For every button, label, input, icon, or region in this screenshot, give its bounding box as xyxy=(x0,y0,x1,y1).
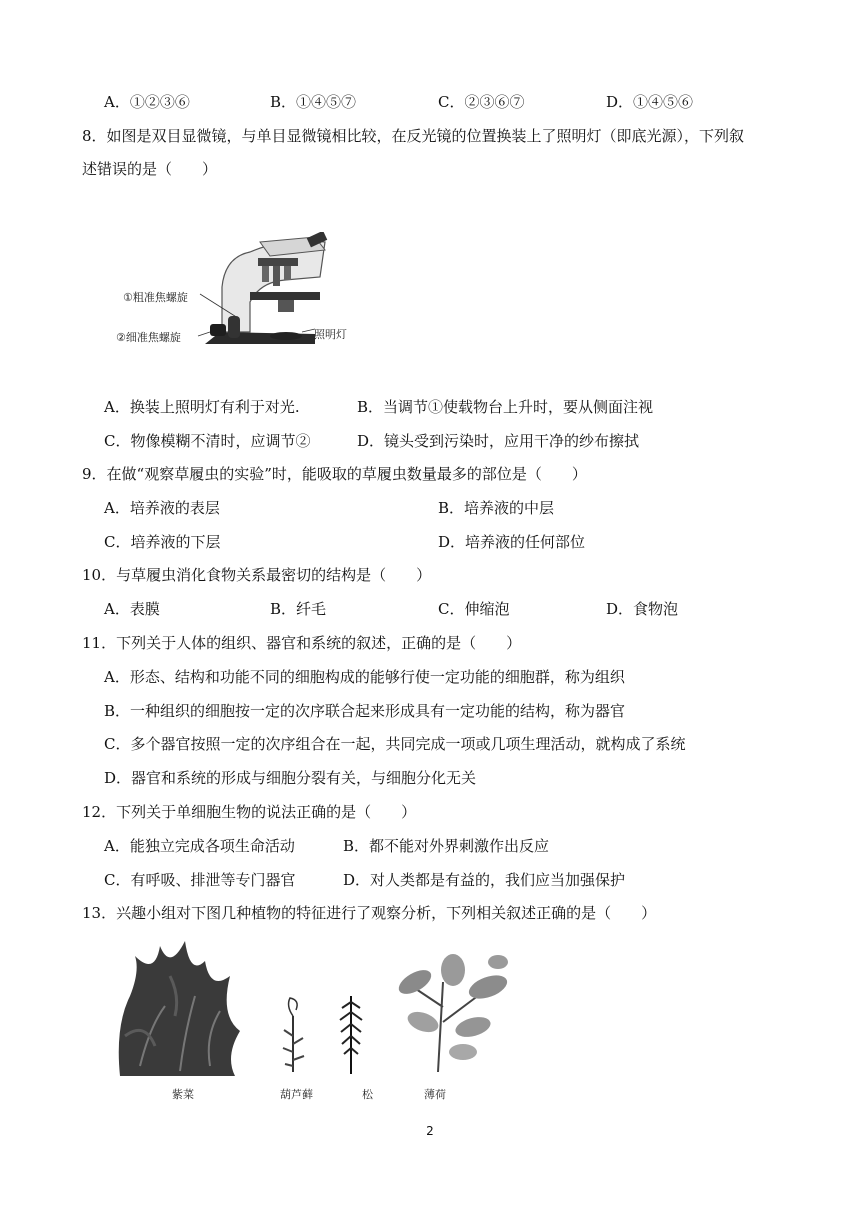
q11-stem: 11．下列关于人体的组织、器官和系统的叙述，正确的是（ ） xyxy=(82,634,522,652)
q10-option-d: D．食物泡 xyxy=(606,600,679,618)
figure-label-lamp: 照明灯 xyxy=(314,328,347,341)
q11-option-c: C．多个器官按照一定的次序组合在一起，共同完成一项或几项生理活动，就构成了系统 xyxy=(104,735,686,753)
plant-label-laver: 紫菜 xyxy=(172,1088,194,1101)
plant-label-pine: 松 xyxy=(362,1088,373,1101)
q11-option-a: A．形态、结构和功能不同的细胞构成的能够行使一定功能的细胞群，称为组织 xyxy=(104,668,625,686)
q8-stem-line2: 述错误的是（ ） xyxy=(82,160,218,178)
moss-image xyxy=(278,996,308,1074)
q12-option-d: D．对人类都是有益的，我们应当加强保护 xyxy=(343,871,626,889)
q9-option-c: C．培养液的下层 xyxy=(104,533,221,551)
q7-option-b: B．①④⑤⑦ xyxy=(270,93,357,111)
plant-label-moss: 葫芦藓 xyxy=(280,1088,313,1101)
q9-option-a: A．培养液的表层 xyxy=(104,499,220,517)
q13-stem: 13．兴趣小组对下图几种植物的特征进行了观察分析，下列相关叙述正确的是（ ） xyxy=(82,904,657,922)
laver-image xyxy=(110,936,245,1078)
q12-option-c: C．有呼吸、排泄等专门器官 xyxy=(104,871,296,889)
pine-image xyxy=(338,992,364,1076)
q8-option-c: C．物像模糊不清时，应调节② xyxy=(104,432,311,450)
q8-option-d: D．镜头受到污染时，应用干净的纱布擦拭 xyxy=(357,432,640,450)
q12-option-b: B．都不能对外界刺激作出反应 xyxy=(343,837,550,855)
q8-stem-line1: 8．如图是双目显微镜，与单目显微镜相比较，在反光镜的位置换装上了照明灯（即底光源），下列叙 xyxy=(82,127,745,145)
q11-option-d: D．器官和系统的形成与细胞分裂有关，与细胞分化无关 xyxy=(104,769,477,787)
q8-option-a: A．换装上照明灯有利于对光. xyxy=(104,398,300,416)
mint-image xyxy=(393,952,518,1074)
q9-option-b: B．培养液的中层 xyxy=(438,499,555,517)
figure-label-fine-focus: ②细准焦螺旋 xyxy=(116,331,181,344)
q7-option-c: C．②③⑥⑦ xyxy=(438,93,525,111)
q10-option-c: C．伸缩泡 xyxy=(438,600,510,618)
q12-stem: 12．下列关于单细胞生物的说法正确的是（ ） xyxy=(82,803,417,821)
figure-label-coarse-focus: ①粗准焦螺旋 xyxy=(123,291,188,304)
q10-option-a: A．表膜 xyxy=(104,600,160,618)
q12-option-a: A．能独立完成各项生命活动 xyxy=(104,837,295,855)
page-number: 2 xyxy=(426,1124,434,1138)
plant-label-mint: 薄荷 xyxy=(424,1088,446,1101)
q8-option-b: B．当调节①使载物台上升时，要从侧面注视 xyxy=(357,398,654,416)
q9-option-d: D．培养液的任何部位 xyxy=(438,533,586,551)
q11-option-b: B．一种组织的细胞按一定的次序联合起来形成具有一定功能的结构，称为器官 xyxy=(104,702,626,720)
q7-option-a: A．①②③⑥ xyxy=(104,93,190,111)
q10-stem: 10．与草履虫消化食物关系最密切的结构是（ ） xyxy=(82,566,432,584)
q9-stem: 9．在做“观察草履虫的实验”时，能吸取的草履虫数量最多的部位是（ ） xyxy=(82,465,587,483)
q10-option-b: B．纤毛 xyxy=(270,600,327,618)
q7-option-d: D．①④⑤⑥ xyxy=(606,93,694,111)
